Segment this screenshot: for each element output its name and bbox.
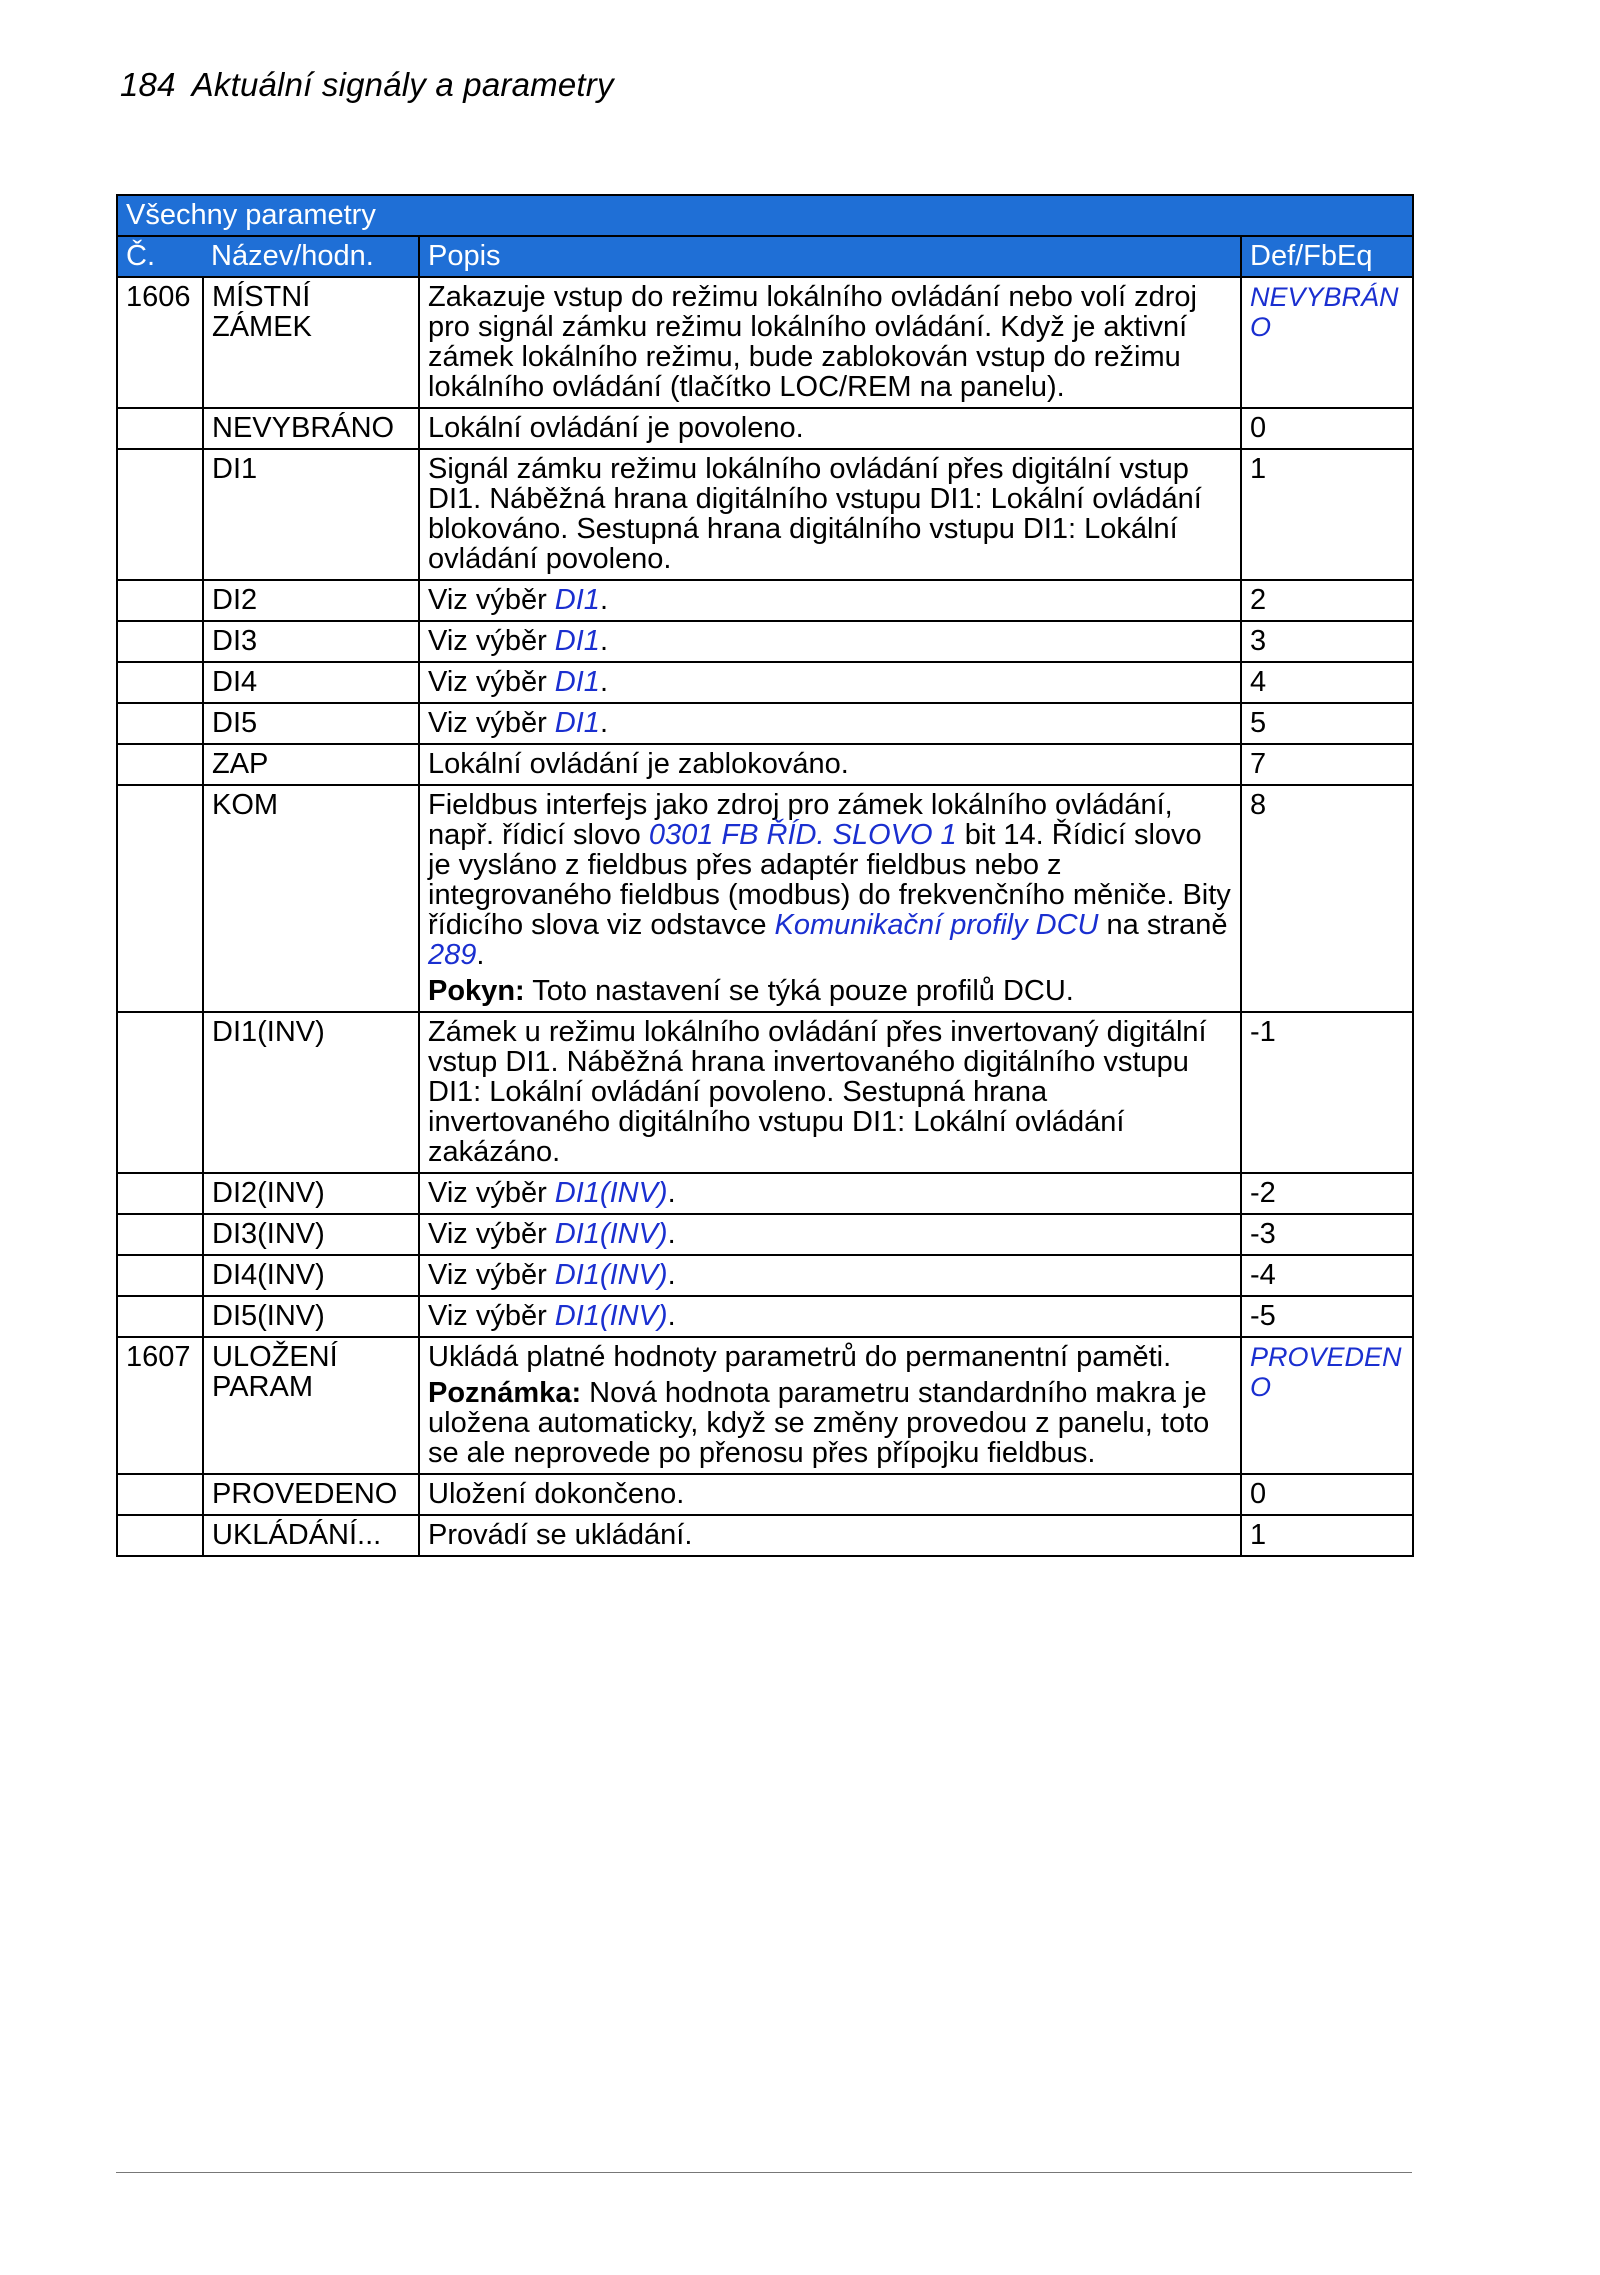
table-row (117, 662, 1413, 703)
option-description: Viz výběr DI1(INV). (419, 1173, 1241, 1214)
option-name: DI2(INV) (203, 1173, 419, 1214)
option-description: Zámek u režimu lokálního ovládání přes invertovaný digitální vstup DI1. Náběžná hrana invertovaného digitálního vstupu DI1: Lokální ovládání povoleno. Sestupná hrana invertovaného digitálního vstupu DI1: Lokální ovládání zakázáno. (419, 1012, 1241, 1173)
option-value: 4 (1241, 662, 1413, 703)
col-header-no: Č. (117, 236, 203, 277)
table-row (117, 621, 1413, 662)
table-row (117, 744, 1413, 785)
option-name: UKLÁDÁNÍ... (203, 1515, 419, 1556)
option-description: Lokální ovládání je povoleno. (419, 408, 1241, 449)
option-name: ZAP (203, 744, 419, 785)
option-description: Viz výběr DI1. (419, 580, 1241, 621)
option-description: Lokální ovládání je zablokováno. (419, 744, 1241, 785)
option-value: 5 (1241, 703, 1413, 744)
cross-reference-link[interactable]: DI1(INV) (554, 1300, 668, 1332)
option-value: 8 (1241, 785, 1413, 1012)
param-description: Ukládá platné hodnoty parametrů do permanentní paměti. Poznámka: Nová hodnota parametru standardního makra je uložena automaticky, když se změny provedou z panelu, toto se ale neprovede po přenosu přes přípojku fieldbus. (419, 1337, 1241, 1474)
cross-reference-link[interactable]: 0301 FB ŘÍD. SLOVO 1 (648, 819, 957, 851)
footer-divider (116, 2172, 1412, 2173)
option-value: 0 (1241, 408, 1413, 449)
table-row (117, 1337, 1413, 1474)
table-header-row (117, 236, 1413, 277)
option-value: -2 (1241, 1173, 1413, 1214)
option-description: Viz výběr DI1. (419, 662, 1241, 703)
option-name: DI3 (203, 621, 419, 662)
page-header (120, 66, 614, 104)
option-description: Viz výběr DI1. (419, 703, 1241, 744)
cross-reference-link[interactable]: DI1(INV) (554, 1177, 668, 1209)
cross-reference-link[interactable]: DI1 (554, 666, 600, 698)
option-value: -5 (1241, 1296, 1413, 1337)
param-default-link[interactable]: NEVYBRÁNO (1250, 282, 1399, 342)
param-name: MÍSTNÍ ZÁMEK (203, 277, 419, 408)
option-description: Viz výběr DI1(INV). (419, 1255, 1241, 1296)
option-name: DI1(INV) (203, 1012, 419, 1173)
table-row (117, 408, 1413, 449)
option-name: DI4 (203, 662, 419, 703)
option-name: DI5 (203, 703, 419, 744)
col-header-desc: Popis (419, 236, 1241, 277)
table-row (117, 1214, 1413, 1255)
cross-reference-link[interactable]: DI1(INV) (554, 1259, 668, 1291)
table-row (117, 277, 1413, 408)
chapter-title: Aktuální signály a parametry (191, 66, 614, 103)
param-description: Zakazuje vstup do režimu lokálního ovládání nebo volí zdroj pro signál zámku režimu lokálního ovládání. Když je aktivní zámek lokálního režimu, bude zablokován vstup do režimu lokálního ovládání (tlačítko LOC/REM na panelu). (419, 277, 1241, 408)
table-row (117, 703, 1413, 744)
option-name: DI5(INV) (203, 1296, 419, 1337)
cross-reference-link[interactable]: DI1 (554, 625, 600, 657)
table-row (117, 580, 1413, 621)
table-title-row (117, 195, 1413, 236)
cross-reference-link[interactable]: DI1 (554, 707, 600, 739)
cross-reference-link[interactable]: Komunikační profily DCU (774, 909, 1099, 941)
param-number: 1607 (117, 1337, 203, 1474)
option-description: Viz výběr DI1(INV). (419, 1214, 1241, 1255)
table-row (117, 1474, 1413, 1515)
table-row (117, 1173, 1413, 1214)
col-header-name: Název/hodn. (203, 236, 419, 277)
cross-reference-link[interactable]: DI1 (554, 584, 600, 616)
option-description: Uložení dokončeno. (419, 1474, 1241, 1515)
table-row (117, 1255, 1413, 1296)
note-label: Poznámka: (428, 1377, 582, 1409)
option-value: 1 (1241, 1515, 1413, 1556)
param-name: ULOŽENÍ PARAM (203, 1337, 419, 1474)
col-header-def: Def/FbEq (1241, 236, 1413, 277)
parameters-table (116, 194, 1414, 1557)
table-row (117, 1296, 1413, 1337)
page-reference-link[interactable]: 289 (428, 939, 477, 971)
option-value: 2 (1241, 580, 1413, 621)
option-name: KOM (203, 785, 419, 1012)
note-label: Pokyn: (428, 975, 525, 1007)
option-description: Provádí se ukládání. (419, 1515, 1241, 1556)
note-paragraph: Poznámka: Nová hodnota parametru standardního makra je uložena automaticky, když se změny provedou z panelu, toto se ale neprovede po přenosu přes přípojku fieldbus. (428, 1377, 1210, 1469)
option-name: DI3(INV) (203, 1214, 419, 1255)
option-value: -1 (1241, 1012, 1413, 1173)
param-number: 1606 (117, 277, 203, 408)
param-default-link[interactable]: PROVEDENO (1250, 1342, 1402, 1402)
option-name: DI4(INV) (203, 1255, 419, 1296)
table-title: Všechny parametry (117, 195, 1413, 236)
option-value: -4 (1241, 1255, 1413, 1296)
option-name: DI1 (203, 449, 419, 580)
option-value: 0 (1241, 1474, 1413, 1515)
table-row (117, 1012, 1413, 1173)
option-description: Fieldbus interfejs jako zdroj pro zámek lokálního ovládání, např. řídicí slovo 0301 FB ŘÍD. SLOVO 1 bit 14. Řídicí slovo je vysláno z fieldbus přes adaptér fieldbus nebo z integrovaného fieldbus (modbus) do frekvenčního měniče. Bity řídicího slova viz odstavce Komunikační profily DCU na straně 289. Pokyn: Toto nastavení se týká pouze profilů DCU. (419, 785, 1241, 1012)
option-value: 7 (1241, 744, 1413, 785)
option-description: Signál zámku režimu lokálního ovládání přes digitální vstup DI1. Náběžná hrana digitálního vstupu DI1: Lokální ovládání blokováno. Sestupná hrana digitálního vstupu DI1: Lokální ovládání povoleno. (419, 449, 1241, 580)
option-value: 3 (1241, 621, 1413, 662)
option-value: 1 (1241, 449, 1413, 580)
option-name: PROVEDENO (203, 1474, 419, 1515)
table-row (117, 449, 1413, 580)
table-row (117, 785, 1413, 1012)
option-description: Viz výběr DI1. (419, 621, 1241, 662)
table-row (117, 1515, 1413, 1556)
option-value: -3 (1241, 1214, 1413, 1255)
page-number: 184 (120, 66, 176, 103)
option-description: Viz výběr DI1(INV). (419, 1296, 1241, 1337)
option-name: NEVYBRÁNO (203, 408, 419, 449)
option-name: DI2 (203, 580, 419, 621)
note-paragraph: Pokyn: Toto nastavení se týká pouze profilů DCU. (428, 975, 1074, 1007)
cross-reference-link[interactable]: DI1(INV) (554, 1218, 668, 1250)
